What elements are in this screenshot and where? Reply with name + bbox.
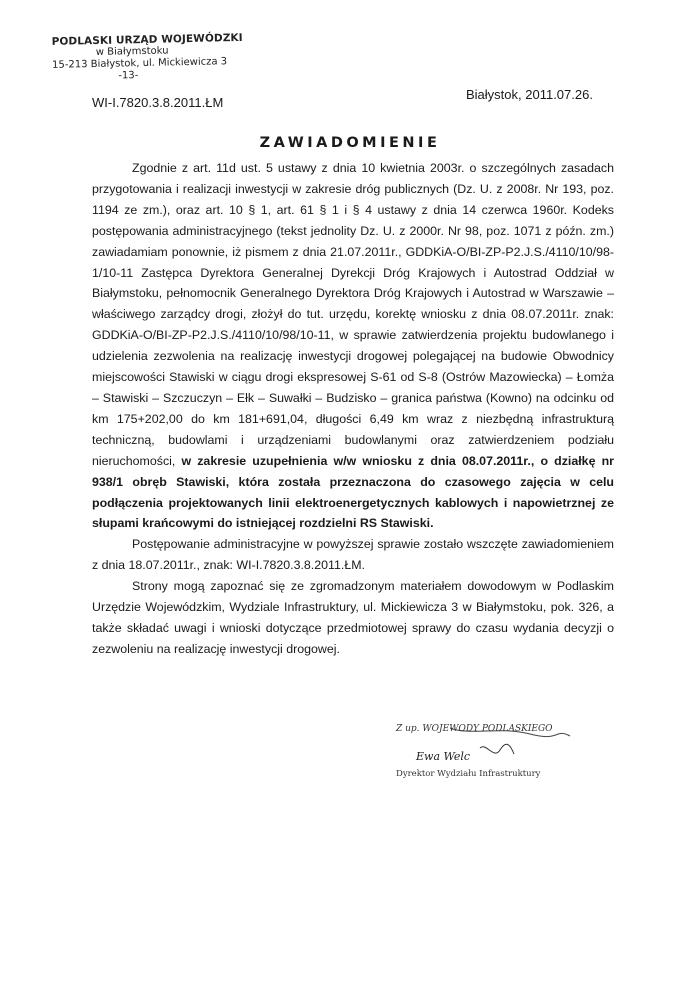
case-reference: WI-I.7820.3.8.2011.ŁM (92, 95, 224, 110)
stamp-number: -13- (118, 70, 139, 82)
document-body (92, 158, 614, 660)
paragraph-proceedings: Postępowanie administracyjne w powyższej sprawie zostało wszczęte zawiadomieniem z dnia 18.07.2011r., znak: WI-I.7820.3.8.2011.ŁM. (92, 537, 614, 573)
place-and-date: Białystok, 2011.07.26. (466, 87, 593, 102)
paragraph-notice-text: Zgodnie z art. 11d ust. 5 ustawy z dnia 10 kwietnia 2003r. o szczególnych zasadach przygotowania i realizacji inwestycji w zakresie dróg publicznych (Dz. U. z 2008r. Nr 193, poz. 1194 ze zm.), oraz art. 10 § 1, art. 61 § 1 i § 4 ustawy z dnia 14 czerwca 1960r. Kodeks postępowania administracyjnego (tekst jednolity Dz. U. z 2000r. Nr 98, poz. 1071 z późn. zm.) zawiadamiam ponownie, iż pismem z dnia 21.07.2011r., GDDKiA-O/BI-ZP-P2.J.S./4110/10/98-1/10-11 Zastępca Dyrektora Generalnej Dyrekcji Dróg Krajowych i Autostrad Oddział w Białymstoku, pełnomocnik Generalnego Dyrektora Dróg Krajowych i Autostrad w Warszawie – właściwego zarządcy drogi, złożył do tut. urzędu, korektę wniosku z dnia 08.07.2011r. znak: GDDKiA-O/BI-ZP-P2.J.S./4110/10/98/10-11, w sprawie zatwierdzenia projektu budowlanego i udzielenia zezwolenia na realizację inwestycji drogowej polegającej na budowie Obwodnicy miejscowości Stawiski w ciągu drogi ekspresowej S-61 od S-8 (Ostrów Mazowiecka) – Łomża – Stawiski – Szczuczyn – Ełk – Suwałki – Budzisko – granica państwa (Kowno) na odcinku od km 175+202,00 do km 181+691,04, długości 6,49 km wraz z niezbędną infrastrukturą techniczną, budowlami i urządzeniami budowlanymi oraz zatwierdzeniem podziału nieruchomości, (92, 161, 614, 468)
signature-name: Ewa Welc (416, 750, 471, 763)
office-stamp (51, 31, 243, 84)
signature-authority: Z up. WOJEWODY PODLASKIEGO (396, 724, 553, 734)
paragraph-notice (92, 158, 614, 534)
stamp-address: 15-213 Białystok, ul. Mickiewicza 3 (52, 56, 228, 71)
paragraph-notice-bold: w zakresie uzupełnienia w/w wniosku z dnia 08.07.2011r., o działkę nr 938/1 obręb Stawiski, która została przeznaczona do czasowego zajęcia w celu podłączenia projektowanych linii elektroenergetycznych kablowych i napowietrznej ze słupami krańcowymi do istniejącej rozdzielni RS Stawiski. (92, 453, 614, 531)
stamp-office-name: PODLASKI URZĄD WOJEWÓDZKI (51, 31, 243, 48)
paragraph-parties: Strony mogą zapoznać się ze zgromadzonym materiałem dowodowym w Podlaskim Urzędzie Wojewódzkim, Wydziale Infrastruktury, ul. Mickiewicza 3 w Białymstoku, pok. 326, a także składać uwagi i wnioski dotyczące przedmiotowej sprawy do czasu wydania decyzji o zezwoleniu na realizację inwestycji drogowej. (92, 579, 614, 656)
stamp-city: w Białymstoku (95, 45, 169, 58)
document-title: ZAWIADOMIENIE (259, 135, 441, 151)
signature-position: Dyrektor Wydziału Infrastruktury (396, 769, 541, 779)
